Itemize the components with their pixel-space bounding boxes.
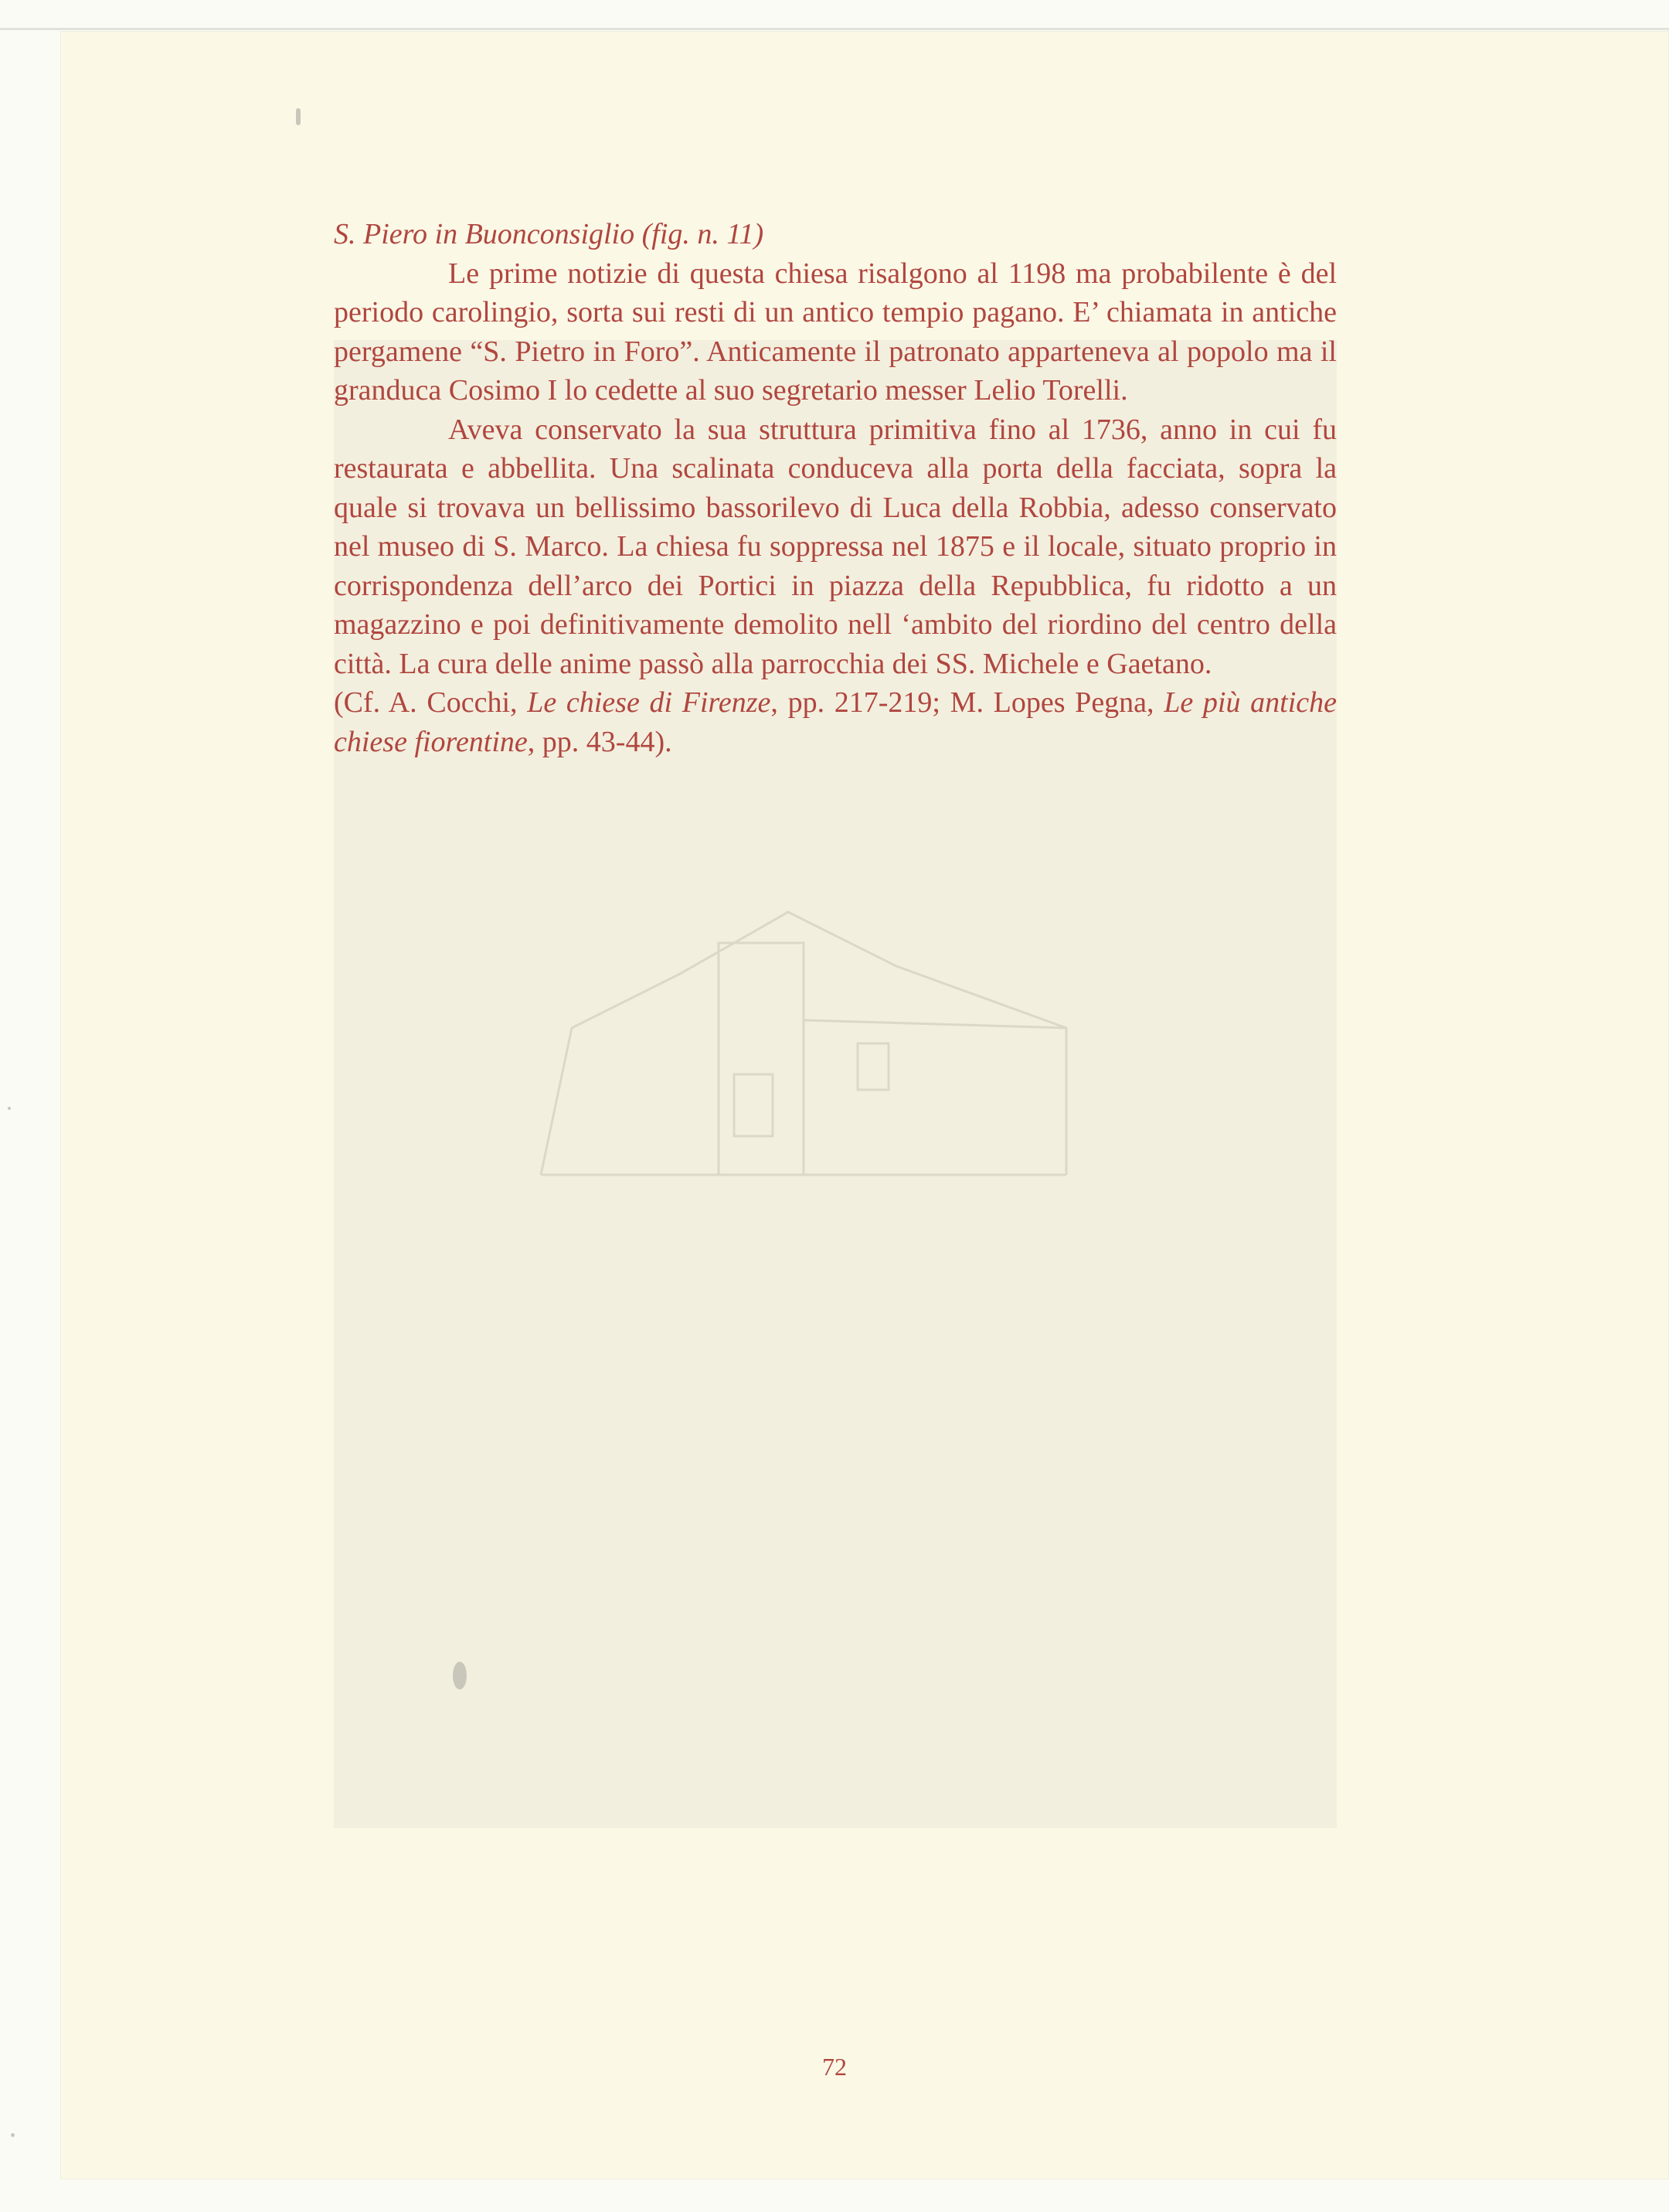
paragraph-restoration: Aveva conservato la sua struttura primitiva fino al 1736, anno in cui fu restaurata e abbellita. Una scalinata conduceva alla porta della facciata, sopra la quale si trovava un bellissimo bassorilevo di Luca della Robbia, adesso conservato nel museo di S. Marco. La chiesa fu soppressa nel 1875 e il locale, situato proprio in corrispondenza dell’arco dei Portici in piazza della Repubblica, fu ridotto a un magazzino e poi definitivamente demolito nell ‘ambito del riordino del centro della città. La cura delle anime passò alla parrocchia dei SS. Michele e Gaetano. (334, 413, 1337, 680)
scan-speck (11, 2133, 15, 2137)
citation-suffix: , pp. 43-44). (527, 725, 672, 758)
scan-speck (8, 1107, 11, 1110)
paragraph-history: Le prime notizie di questa chiesa risalgono al 1198 ma probabilente è del periodo carolingio, sorta sui resti di un antico tempio pagano. E’ chiamata in antiche pergamene “S. Pietro in Foro”. Anticamente il patronato apparteneva al popolo ma il granduca Cosimo I lo cedette al suo segretario messer Lelio Torelli. (334, 257, 1337, 407)
citation (334, 683, 1337, 761)
scan-speck (296, 108, 301, 125)
citation-work-2: Le più antiche chiese fiorentine (334, 686, 1338, 758)
citation-mid: , pp. 217-219; M. Lopes Pegna, (770, 686, 1164, 719)
citation-prefix: (Cf. A. Cocchi, (334, 686, 528, 719)
scan-speck (453, 1662, 467, 1690)
article-text (334, 215, 1337, 761)
section-heading: S. Piero in Buonconsiglio (fig. n. 11) (334, 218, 764, 250)
scan-top-edge (0, 28, 1669, 30)
show-through-church-drawing (525, 881, 1082, 1190)
citation-work-1: Le chiese di Firenze (527, 686, 771, 719)
page-number: 72 (822, 2053, 847, 2081)
